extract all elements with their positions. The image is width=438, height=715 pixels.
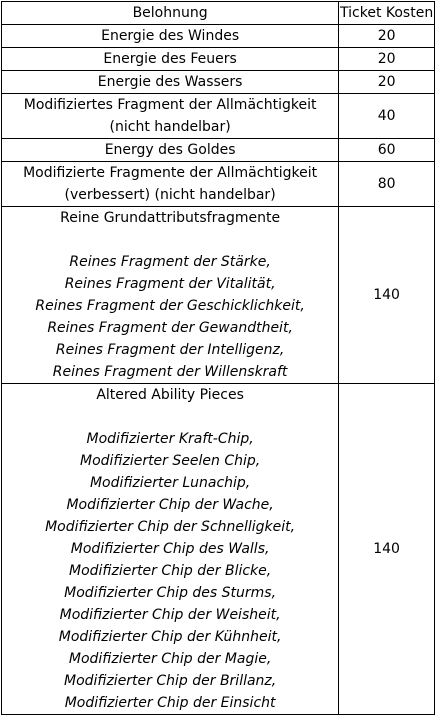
cost-cell: 40 xyxy=(339,94,435,139)
reward-text-line: Energie des Windes xyxy=(101,28,240,44)
group-item: Modifizierter Chip der Wache, xyxy=(66,497,274,513)
group-spacer xyxy=(2,229,338,251)
reward-text-line: Energie des Feuers xyxy=(103,51,237,67)
reward-text-line: Modifiziertes Fragment der Allmächtigkeit xyxy=(23,97,317,113)
reward-text-line: Modifizierte Fragmente der Allmächtigkeit xyxy=(23,165,318,181)
group-item: Reines Fragment der Vitalität, xyxy=(64,276,276,292)
cost-cell: 80 xyxy=(339,162,435,207)
table-row xyxy=(2,94,435,139)
group-item: Modifizierter Chip der Kühnheit, xyxy=(58,629,282,645)
group-item: Modifizierter Chip der Einsicht xyxy=(64,695,276,711)
group-item: Reines Fragment der Willenskraft xyxy=(52,364,288,380)
reward-text-line: Energy des Goldes xyxy=(104,142,236,158)
reward-cell xyxy=(2,162,339,207)
table-body xyxy=(2,25,435,715)
group-item: Reines Fragment der Intelligenz, xyxy=(55,342,285,358)
cost-cell: 20 xyxy=(339,71,435,94)
table-row xyxy=(2,71,435,94)
cost-cell: 60 xyxy=(339,139,435,162)
group-item: Modifizierter Chip der Brillanz, xyxy=(63,673,277,689)
table-row-group xyxy=(2,207,435,384)
cost-cell: 20 xyxy=(339,48,435,71)
reward-cell xyxy=(2,25,339,48)
group-item: Modifizierter Chip des Walls, xyxy=(70,541,270,557)
group-item: Reines Fragment der Geschicklichkeit, xyxy=(35,298,305,314)
group-title: Altered Ability Pieces xyxy=(96,387,244,403)
cost-cell: 140 xyxy=(339,384,435,715)
group-item: Modifizierter Chip der Blicke, xyxy=(69,563,272,579)
group-item: Reines Fragment der Stärke, xyxy=(69,254,271,270)
reward-text-line: Energie des Wassers xyxy=(97,74,243,90)
table-header-row xyxy=(2,2,435,25)
reward-column-header: Belohnung xyxy=(2,2,339,25)
cost-cell: 20 xyxy=(339,25,435,48)
table-row xyxy=(2,139,435,162)
reward-table xyxy=(1,1,435,715)
group-item: Modifizierter Chip des Sturms, xyxy=(64,585,277,601)
reward-cell xyxy=(2,48,339,71)
group-item: Modifizierter Chip der Schnelligkeit, xyxy=(45,519,296,535)
table-row xyxy=(2,48,435,71)
reward-text-line: (verbessert) (nicht handelbar) xyxy=(64,187,276,203)
reward-cell xyxy=(2,94,339,139)
cost-column-header: Ticket Kosten xyxy=(339,2,435,25)
group-title: Reine Grundattributsfragmente xyxy=(60,210,281,226)
reward-cell xyxy=(2,139,339,162)
cost-cell: 140 xyxy=(339,207,435,384)
reward-group-cell xyxy=(2,384,339,715)
table-row-group xyxy=(2,384,435,715)
group-item: Modifizierter Chip der Magie, xyxy=(68,651,272,667)
group-item: Modifizierter Kraft-Chip, xyxy=(86,431,254,447)
group-item: Reines Fragment der Gewandtheit, xyxy=(47,320,293,336)
table-row xyxy=(2,162,435,207)
reward-cell xyxy=(2,71,339,94)
group-item: Modifizierter Chip der Weisheit, xyxy=(59,607,281,623)
table-row xyxy=(2,25,435,48)
group-item: Modifizierter Lunachip, xyxy=(89,475,251,491)
reward-text-line: (nicht handelbar) xyxy=(109,119,231,135)
group-spacer xyxy=(2,406,338,428)
reward-group-cell xyxy=(2,207,339,384)
group-item: Modifizierter Seelen Chip, xyxy=(80,453,261,469)
